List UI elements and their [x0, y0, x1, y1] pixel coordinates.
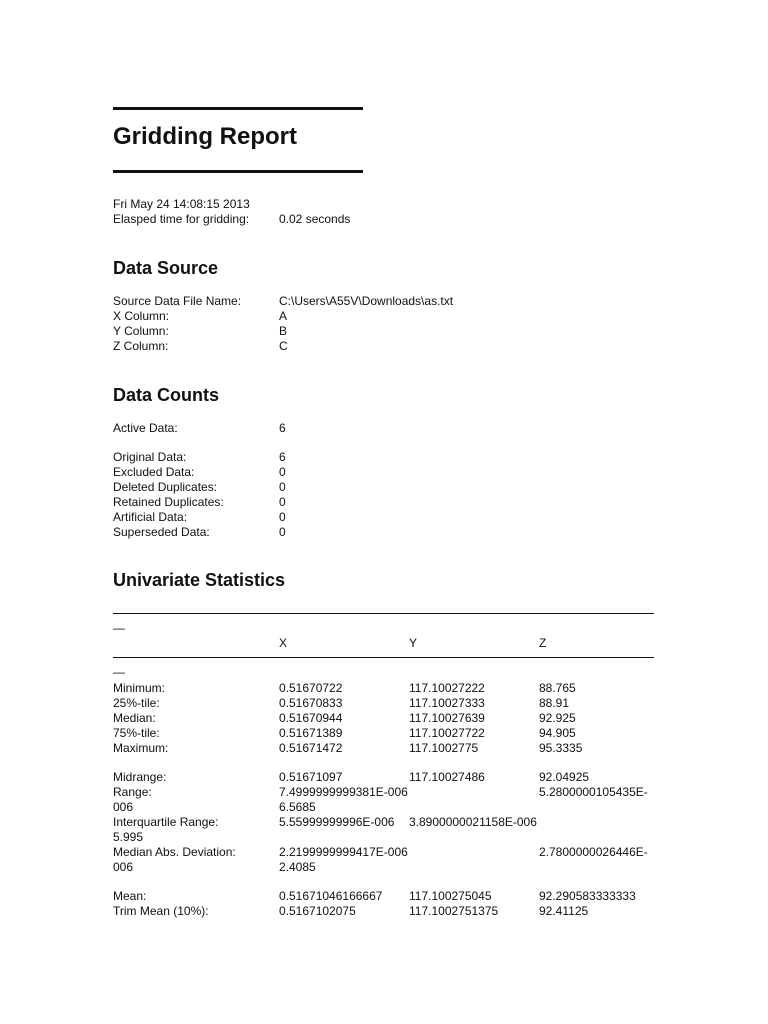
stat-label-midrange: Midrange:: [113, 770, 167, 784]
active-data-label: Active Data:: [113, 421, 178, 435]
x-column-label: X Column:: [113, 309, 170, 323]
elapsed-value: 0.02 seconds: [279, 212, 351, 226]
table-rule-header: [113, 657, 654, 658]
excluded-data-label: Excluded Data:: [113, 465, 195, 479]
stat-wrap-iqr: 5.995: [113, 830, 144, 844]
stat-label-mean: Mean:: [113, 889, 147, 903]
stat-x-maximum: 0.51671472: [279, 741, 343, 755]
stat-z-mean: 92.290583333333: [539, 889, 636, 903]
stat-label-median: Median:: [113, 711, 156, 725]
stat-x-mean: 0.51671046166667: [279, 889, 383, 903]
title-rule-top: [113, 107, 363, 110]
table-dash-top: —: [113, 621, 125, 635]
superseded-data-value: 0: [279, 525, 286, 539]
y-column-value: B: [279, 324, 288, 338]
stat-x-midrange: 0.51671097: [279, 770, 343, 784]
stat-x-iqr: 5.55999999996E-006: [279, 815, 395, 829]
original-data-label: Original Data:: [113, 450, 187, 464]
deleted-duplicates-value: 0: [279, 480, 286, 494]
source-file-label: Source Data File Name:: [113, 294, 242, 308]
stat-label-iqr: Interquartile Range:: [113, 815, 219, 829]
column-header-x: X: [279, 636, 288, 650]
stat-z-75pct: 94.905: [539, 726, 576, 740]
stat-wrap-mad-value: 2.4085: [279, 860, 316, 874]
column-header-z: Z: [539, 636, 547, 650]
stat-y-maximum: 117.1002775: [409, 741, 479, 755]
artificial-data-value: 0: [279, 510, 286, 524]
stat-y-midrange: 117.10027486: [409, 770, 485, 784]
stat-x-minimum: 0.51670722: [279, 681, 343, 695]
x-column-value: A: [279, 309, 288, 323]
elapsed-label: Elasped time for gridding:: [113, 212, 250, 226]
retained-duplicates-label: Retained Duplicates:: [113, 495, 224, 509]
stat-wrap-range-value: 6.5685: [279, 800, 316, 814]
stat-y-median: 117.10027639: [409, 711, 485, 725]
page-title: Gridding Report: [113, 123, 297, 150]
report-date: Fri May 24 14:08:15 2013: [113, 197, 250, 211]
stat-label-trim-mean: Trim Mean (10%):: [113, 904, 209, 918]
stat-y-75pct: 117.10027722: [409, 726, 485, 740]
stat-label-mad: Median Abs. Deviation:: [113, 845, 236, 859]
stat-x-trim-mean: 0.5167102075: [279, 904, 356, 918]
source-file-value: C:\Users\A55V\Downloads\as.txt: [279, 294, 454, 308]
stat-z-minimum: 88.765: [539, 681, 576, 695]
excluded-data-value: 0: [279, 465, 286, 479]
stat-x-range: 7.4999999999381E-006: [279, 785, 408, 799]
data-source-heading: Data Source: [113, 258, 219, 278]
stat-y-iqr: 3.8900000021158E-006: [409, 815, 537, 829]
original-data-value: 6: [279, 450, 286, 464]
superseded-data-label: Superseded Data:: [113, 525, 210, 539]
stat-z-range: 5.2800000105435E-: [539, 785, 648, 799]
retained-duplicates-value: 0: [279, 495, 286, 509]
stat-x-25pct: 0.51670833: [279, 696, 343, 710]
stat-label-range: Range:: [113, 785, 152, 799]
y-column-label: Y Column:: [113, 324, 169, 338]
stat-z-trim-mean: 92.41125: [539, 904, 589, 918]
stat-z-midrange: 92.04925: [539, 770, 590, 784]
stat-x-75pct: 0.51671389: [279, 726, 343, 740]
stat-wrap-range: 006: [113, 800, 134, 814]
stat-z-25pct: 88.91: [539, 696, 570, 710]
stat-label-minimum: Minimum:: [113, 681, 166, 695]
stat-x-mad: 2.2199999999417E-006: [279, 845, 408, 859]
artificial-data-label: Artificial Data:: [113, 510, 188, 524]
stat-y-trim-mean: 117.1002751375: [409, 904, 499, 918]
table-dash-header: —: [113, 665, 125, 679]
title-rule-bottom: [113, 170, 363, 173]
stat-wrap-mad: 006: [113, 860, 134, 874]
stat-y-minimum: 117.10027222: [409, 681, 485, 695]
table-rule-top: [113, 613, 654, 614]
data-counts-heading: Data Counts: [113, 385, 220, 405]
z-column-label: Z Column:: [113, 339, 169, 353]
stat-z-mad: 2.7800000026446E-: [539, 845, 648, 859]
stat-label-25pct: 25%-tile:: [113, 696, 160, 710]
stat-x-median: 0.51670944: [279, 711, 343, 725]
z-column-value: C: [279, 339, 288, 353]
stat-label-maximum: Maximum:: [113, 741, 169, 755]
stat-label-75pct: 75%-tile:: [113, 726, 160, 740]
deleted-duplicates-label: Deleted Duplicates:: [113, 480, 218, 494]
active-data-value: 6: [279, 421, 286, 435]
stat-z-maximum: 95.3335: [539, 741, 583, 755]
stat-y-mean: 117.100275045: [409, 889, 492, 903]
univariate-heading: Univariate Statistics: [113, 570, 286, 590]
stat-z-median: 92.925: [539, 711, 576, 725]
stat-y-25pct: 117.10027333: [409, 696, 485, 710]
column-header-y: Y: [409, 636, 418, 650]
